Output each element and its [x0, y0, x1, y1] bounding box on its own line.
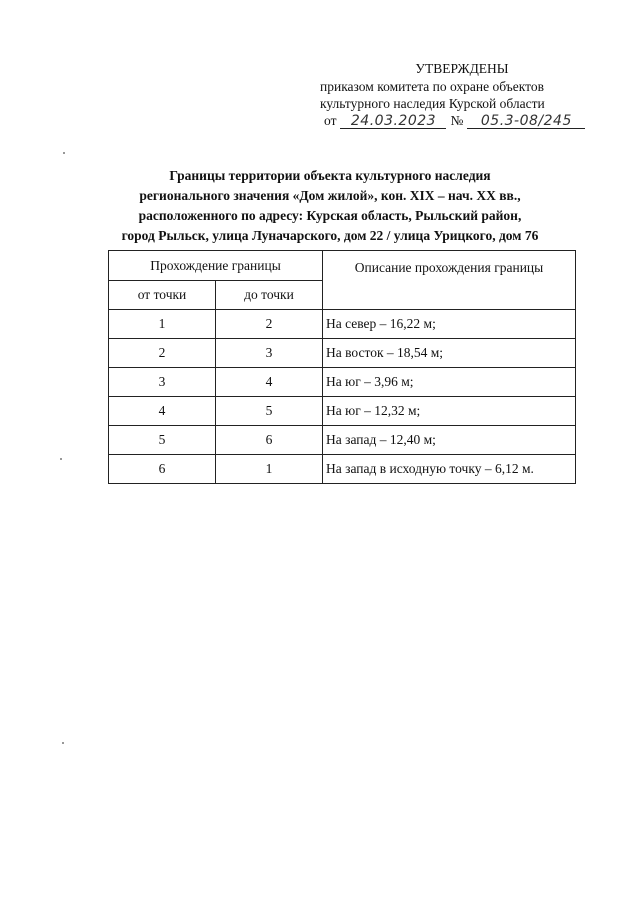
title-line-2: регионального значения «Дом жилой», кон. XIX – нач. XX вв., [139, 188, 521, 203]
table-row [109, 455, 576, 484]
from-label: от [324, 113, 337, 128]
title-line-3: расположенного по адресу: Курская область, Рыльский район, [138, 208, 522, 223]
handwritten-order-number: 05.3-08/245 [467, 114, 585, 129]
approval-block [318, 60, 598, 129]
boundary-table [108, 250, 576, 484]
cell-from: 2 [109, 339, 216, 368]
cell-from: 4 [109, 397, 216, 426]
header-from-point: от точки [109, 281, 216, 310]
order-reference [318, 112, 598, 129]
cell-to: 2 [216, 310, 323, 339]
handwritten-date: 24.03.2023 [340, 114, 446, 129]
approval-line-1: приказом комитета по охране объектов [320, 79, 544, 94]
header-to-point: до точки [216, 281, 323, 310]
cell-from: 5 [109, 426, 216, 455]
cell-description: На восток – 18,54 м; [323, 339, 576, 368]
header-description: Описание прохождения границы [323, 251, 576, 310]
title-line-1: Границы территории объекта культурного наследия [169, 168, 491, 183]
document-title [80, 166, 580, 246]
number-label: № [450, 113, 464, 128]
cell-to: 5 [216, 397, 323, 426]
cell-to: 1 [216, 455, 323, 484]
scan-speck [63, 152, 65, 154]
table-row [109, 368, 576, 397]
approval-line-2: культурного наследия Курской области [320, 96, 545, 111]
cell-description: На запад – 12,40 м; [323, 426, 576, 455]
table-row [109, 339, 576, 368]
cell-from: 6 [109, 455, 216, 484]
cell-from: 1 [109, 310, 216, 339]
approval-heading: УТВЕРЖДЕНЫ [415, 61, 509, 76]
table-row [109, 310, 576, 339]
cell-to: 6 [216, 426, 323, 455]
cell-description: На север – 16,22 м; [323, 310, 576, 339]
table-row [109, 397, 576, 426]
table-header-row [109, 251, 576, 281]
scan-speck [60, 458, 62, 460]
title-line-4: город Рыльск, улица Луначарского, дом 22 / улица Урицкого, дом 76 [121, 228, 539, 243]
scan-speck [62, 742, 64, 744]
cell-description: На запад в исходную точку – 6,12 м. [323, 455, 576, 484]
cell-from: 3 [109, 368, 216, 397]
table-row [109, 426, 576, 455]
cell-to: 4 [216, 368, 323, 397]
header-boundary-passage: Прохождение границы [109, 251, 323, 281]
cell-description: На юг – 12,32 м; [323, 397, 576, 426]
cell-to: 3 [216, 339, 323, 368]
cell-description: На юг – 3,96 м; [323, 368, 576, 397]
